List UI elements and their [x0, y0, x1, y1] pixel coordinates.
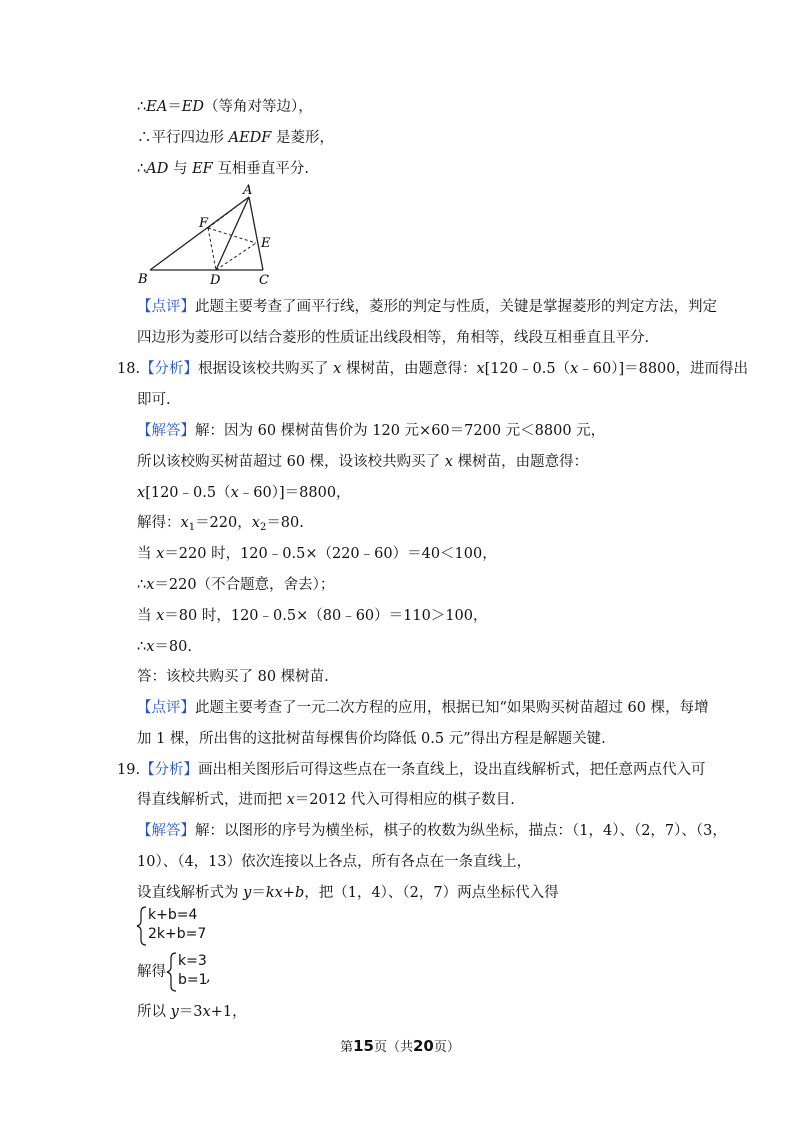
q18-comment-line2: 加 1 棵，所出售的这批树苗每棵售价均降低 0.5 元”得出方程是解题关键.	[137, 731, 606, 747]
q18-result: ∴x＝80.	[137, 639, 192, 655]
q19-solution-line3: 设直线解析式为 y＝kx+b，把（1，4）、（2，7）两点坐标代入得	[137, 885, 559, 901]
line-perpendicular: ∴AD 与 EF 互相垂直平分.	[137, 161, 309, 177]
q18-comment-line1: 【点评】此题主要考查了一元二次方程的应用，根据已知“如果购买树苗超过 60 棵，每增	[137, 700, 709, 716]
q18-roots: 解得：$x_1=220$，$x_2=80$.	[137, 515, 304, 533]
label-e: E	[261, 236, 271, 251]
page-footer: 第15页（共20页）	[340, 1037, 460, 1055]
equation-1: k+b=4	[148, 907, 198, 923]
label-f: F	[199, 216, 209, 231]
triangle-figure	[130, 182, 300, 294]
q18-equation: x[120﹣0.5（x﹣60）]＝8800，	[137, 485, 351, 501]
equation-4: b=1	[178, 972, 208, 988]
q19-final: 所以 y＝3x+1，	[137, 1004, 247, 1020]
q18-analysis-line2: 即可.	[137, 392, 171, 408]
label-b: B	[138, 272, 148, 287]
q19-solution-line2: 10）、（4，13）依次连接以上各点，所有各点在一条直线上，	[137, 854, 532, 870]
equation-3: k=3	[178, 953, 207, 969]
q18-analysis-line1: 18.【分析】根据设该校共购买了 x 棵树苗，由题意得：x[120﹣0.5（x﹣60）]＝8800，进而得出	[117, 361, 749, 377]
q18-check-220: 当 x＝220 时，120﹣0.5×（220﹣60）＝40＜100，	[137, 546, 497, 562]
left-brace-icon	[136, 906, 148, 946]
side-ba	[150, 197, 249, 270]
q18-solution-line1: 【解答】解：因为 60 棵树苗售价为 120 元×60＝7200 元＜8800 元，	[137, 423, 606, 439]
q19-solution-line1: 【解答】解：以图形的序号为横坐标，棋子的枚数为纵坐标，描点：（1，4）、（2，7）、（3，	[137, 823, 727, 839]
comment-17-line1: 【点评】此题主要考查了画平行线，菱形的判定与性质，关键是掌握菱形的判定方法，判定	[137, 299, 717, 315]
equation-system-1	[148, 906, 206, 944]
q18-answer: 答：该校共购买了 80 棵树苗.	[137, 669, 329, 685]
label-a: A	[243, 183, 253, 198]
q19-analysis-line1: 19.【分析】画出相关图形后可得这些点在一条直线上，设出直线解析式，把任意两点代入可	[117, 762, 706, 778]
q18-reject-220: ∴x＝220（不合题意，舍去）；	[137, 577, 335, 593]
system-comma: ,	[206, 969, 211, 985]
page-number: 15	[353, 1037, 374, 1055]
q18-check-80: 当 x＝80 时，120﹣0.5×（80﹣60）＝110＞100，	[137, 608, 488, 624]
side-ac	[249, 197, 263, 270]
q19-solve-label: 解得	[137, 964, 166, 980]
q19-analysis-line2: 得直线解析式，进而把 x＝2012 代入可得相应的棋子数目.	[137, 792, 515, 808]
dash-fd	[208, 228, 216, 270]
left-brace-icon	[166, 952, 178, 992]
label-d: D	[210, 273, 221, 288]
equation-system-2	[178, 952, 208, 990]
line-rhombus: ∴平行四边形 AEDF 是菱形，	[137, 130, 334, 146]
equation-2: 2k+b=7	[148, 926, 207, 942]
label-c: C	[259, 273, 269, 288]
page-total: 20	[413, 1037, 434, 1055]
comment-17-line2: 四边形为菱形可以结合菱形的性质证出线段相等，角相等，线段互相垂直且平分.	[137, 330, 650, 346]
line-ea-ed: ∴EA＝ED（等角对等边），	[137, 99, 313, 115]
segment-ad	[216, 197, 249, 270]
q18-solution-line2: 所以该校购买树苗超过 60 棵，设该校共购买了 x 棵树苗，由题意得：	[137, 454, 589, 470]
